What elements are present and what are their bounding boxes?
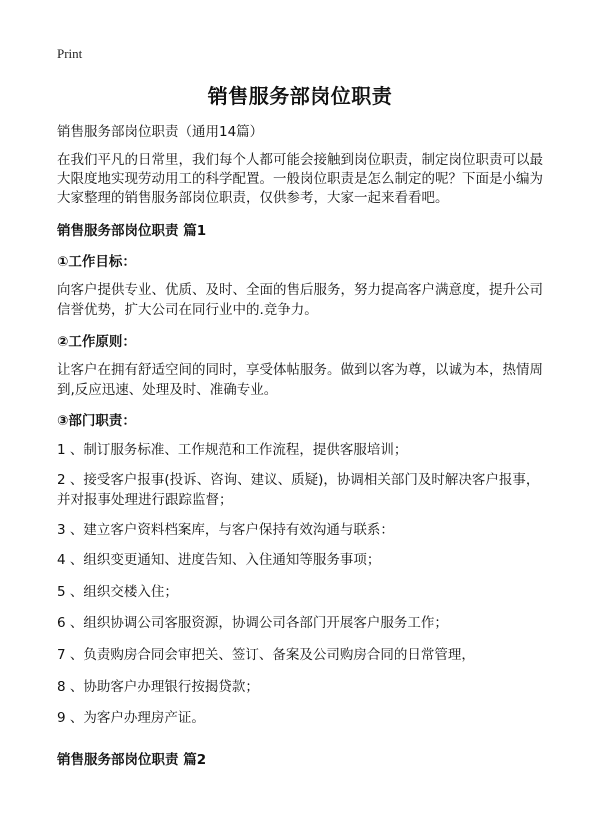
section-2-heading: 销售服务部岗位职责 篇2 xyxy=(57,752,207,768)
principle-paragraph: 让客户在拥有舒适空间的同时，享受体帖服务。做到以客为尊，以诚为本，热情周到,反应迅速、处理及时、准确专业。 xyxy=(57,362,543,398)
intro-paragraph: 在我们平凡的日常里，我们每个人都可能会接触到岗位职责，制定岗位职责可以最大限度地实现劳动用工的科学配置。一般岗位职责是怎么制定的呢？下面是小编为大家整理的销售服务部岗位职责，仅供参考，大家一起来看看吧。 xyxy=(57,152,543,206)
duty-item-7: 7 、负责购房合同会审把关、签订、备案及公司购房合同的日常管理， xyxy=(57,647,475,663)
page-title: 销售服务部岗位职责 xyxy=(207,84,393,108)
duty-item-6: 6 、组织协调公司客服资源，协调公司各部门开展客户服务工作； xyxy=(57,615,448,631)
document-subtitle: 销售服务部岗位职责（通用14篇） xyxy=(57,124,264,140)
duties-heading: ③部门职责： xyxy=(57,413,136,429)
duty-item-1: 1 、制订服务标准、工作规范和工作流程，提供客服培训； xyxy=(57,442,408,458)
duty-item-4: 4 、组织变更通知、进度告知、入住通知等服务事项； xyxy=(57,552,381,568)
goal-heading: ①工作目标： xyxy=(57,254,136,270)
section-1-heading: 销售服务部岗位职责 篇1 xyxy=(57,223,207,239)
duty-item-5: 5 、组织交楼入住； xyxy=(57,584,178,600)
duty-item-2: 2 、接受客户报事(投诉、咨询、建议、质疑)，协调相关部门及时解决客户报事，并对报事处理进行跟踪监督； xyxy=(57,472,540,508)
goal-paragraph: 向客户提供专业、优质、及时、全面的售后服务，努力提高客户满意度，提升公司信誉优势，扩大公司在同行业中的.竞争力。 xyxy=(57,282,543,318)
duty-item-3: 3 、建立客户资料档案库，与客户保持有效沟通与联系： xyxy=(57,522,394,538)
principle-heading: ②工作原则： xyxy=(57,334,136,350)
duty-item-9: 9 、为客户办理房产证。 xyxy=(57,710,205,726)
print-label: Print xyxy=(57,46,83,61)
duty-item-8: 8 、协助客户办理银行按揭贷款； xyxy=(57,679,259,695)
